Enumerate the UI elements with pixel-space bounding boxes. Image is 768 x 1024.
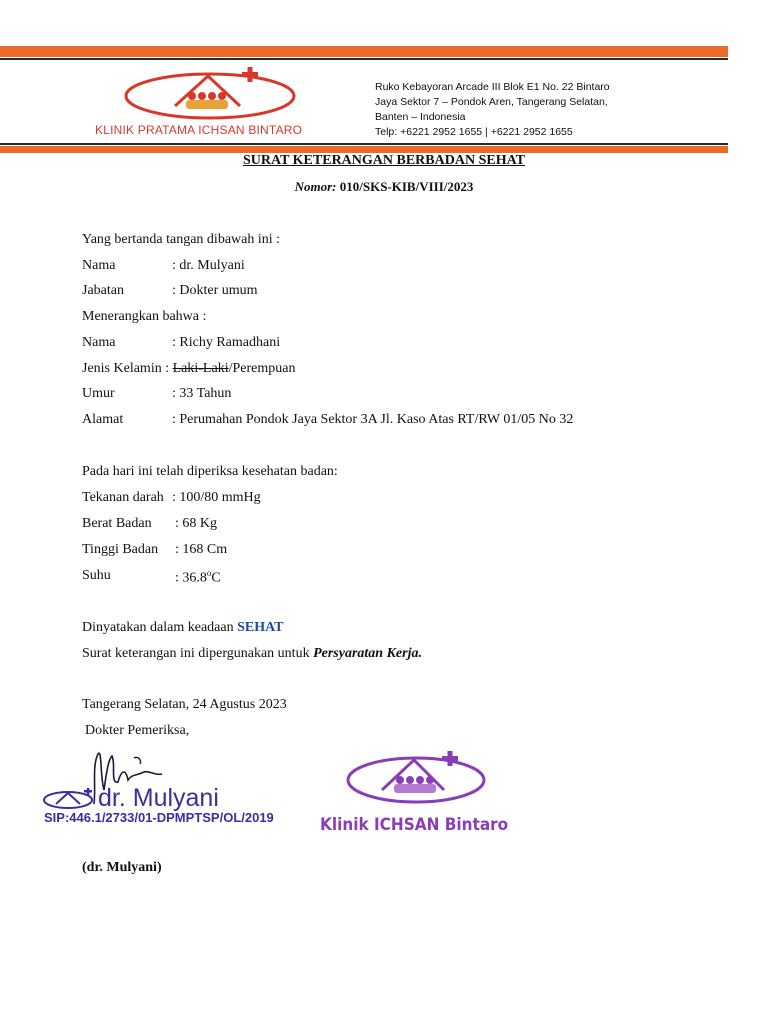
temp-label: Suhu (82, 568, 111, 583)
gender-sep: : (165, 361, 173, 376)
bp-value: : 100/80 mmHg (172, 490, 261, 505)
height-label: Tinggi Badan (82, 542, 159, 557)
signer-position-value: : Dokter umum (172, 283, 258, 298)
intro-text: Yang bertanda tangan dibawah ini : (82, 232, 281, 247)
temp-value (175, 568, 221, 587)
gender-label: Jenis Kelamin (82, 361, 162, 376)
address-line: Jaya Sektor 7 – Pondok Aren, Tangerang Selatan, (375, 96, 608, 108)
address-line: Telp: +6221 2952 1655 | +6221 2952 1655 (375, 126, 573, 138)
result-status: SEHAT (237, 620, 284, 635)
patient-address-value: : Perumahan Pondok Jaya Sektor 3A Jl. Kaso Atas RT/RW 01/05 No 32 (172, 412, 574, 427)
exam-intro: Pada hari ini telah diperiksa kesehatan badan: (82, 464, 338, 479)
temp-number: : 36.8 (175, 570, 207, 586)
result-line (82, 620, 284, 636)
document-title: SURAT KETERANGAN BERBADAN SEHAT (243, 153, 525, 168)
purpose-prefix: Surat keterangan ini dipergunakan untuk (82, 646, 314, 661)
signature-name: dr. Mulyani (98, 784, 219, 812)
result-prefix: Dinyatakan dalam keadaan (82, 620, 238, 635)
document-number (0, 179, 768, 195)
declare-text: Menerangkan bahwa : (82, 309, 207, 324)
clinic-stamp-icon (344, 750, 490, 808)
patient-address-label: Alamat (82, 412, 124, 427)
clinic-logo-icon (120, 66, 302, 122)
signer-name-value: : dr. Mulyani (172, 258, 245, 273)
gender-value: /Perempuan (228, 361, 296, 376)
patient-age-value: : 33 Tahun (172, 386, 232, 401)
header-rule-bottom (0, 143, 728, 145)
weight-value: : 68 Kg (175, 516, 217, 531)
clinic-address (375, 80, 610, 140)
weight-label: Berat Badan (82, 516, 152, 531)
signer-name-label: Nama (82, 258, 116, 273)
handwritten-signature-icon (86, 746, 166, 808)
patient-age-label: Umur (82, 386, 115, 401)
patient-name-value: : Richy Ramadhani (172, 335, 281, 350)
bp-label: Tekanan darah (82, 490, 164, 505)
patient-name-label: Nama (82, 335, 116, 350)
examiner-label: Dokter Pemeriksa, (85, 723, 190, 738)
temp-unit: C (211, 570, 221, 586)
number-label: Nomor: (294, 179, 337, 194)
address-line: Banten – Indonesia (375, 111, 466, 123)
temp-degree: o (206, 568, 212, 578)
signer-closing: (dr. Mulyani) (82, 860, 162, 875)
sip-number: SIP:446.1/2733/01-DPMPTSP/OL/2019 (44, 810, 274, 825)
clinic-stamp-text: Klinik ICHSAN Bintaro (320, 815, 509, 835)
signer-position-label: Jabatan (82, 283, 124, 298)
patient-gender (82, 361, 295, 377)
address-line: Ruko Kebayoran Arcade III Blok E1 No. 22 Bintaro (375, 81, 610, 93)
clinic-name: KLINIK PRATAMA ICHSAN BINTARO (95, 123, 303, 137)
gender-struck: Laki-Laki (172, 361, 229, 376)
place-date: Tangerang Selatan, 24 Agustus 2023 (82, 697, 287, 712)
height-value: : 168 Cm (175, 542, 228, 557)
header-rule-top (0, 58, 728, 60)
purpose-line (82, 646, 422, 662)
header-band-bottom (0, 146, 728, 153)
header-band-top (0, 46, 728, 57)
number-value: 010/SKS-KIB/VIII/2023 (339, 179, 474, 194)
purpose-value: Persyaratan Kerja. (313, 646, 422, 661)
